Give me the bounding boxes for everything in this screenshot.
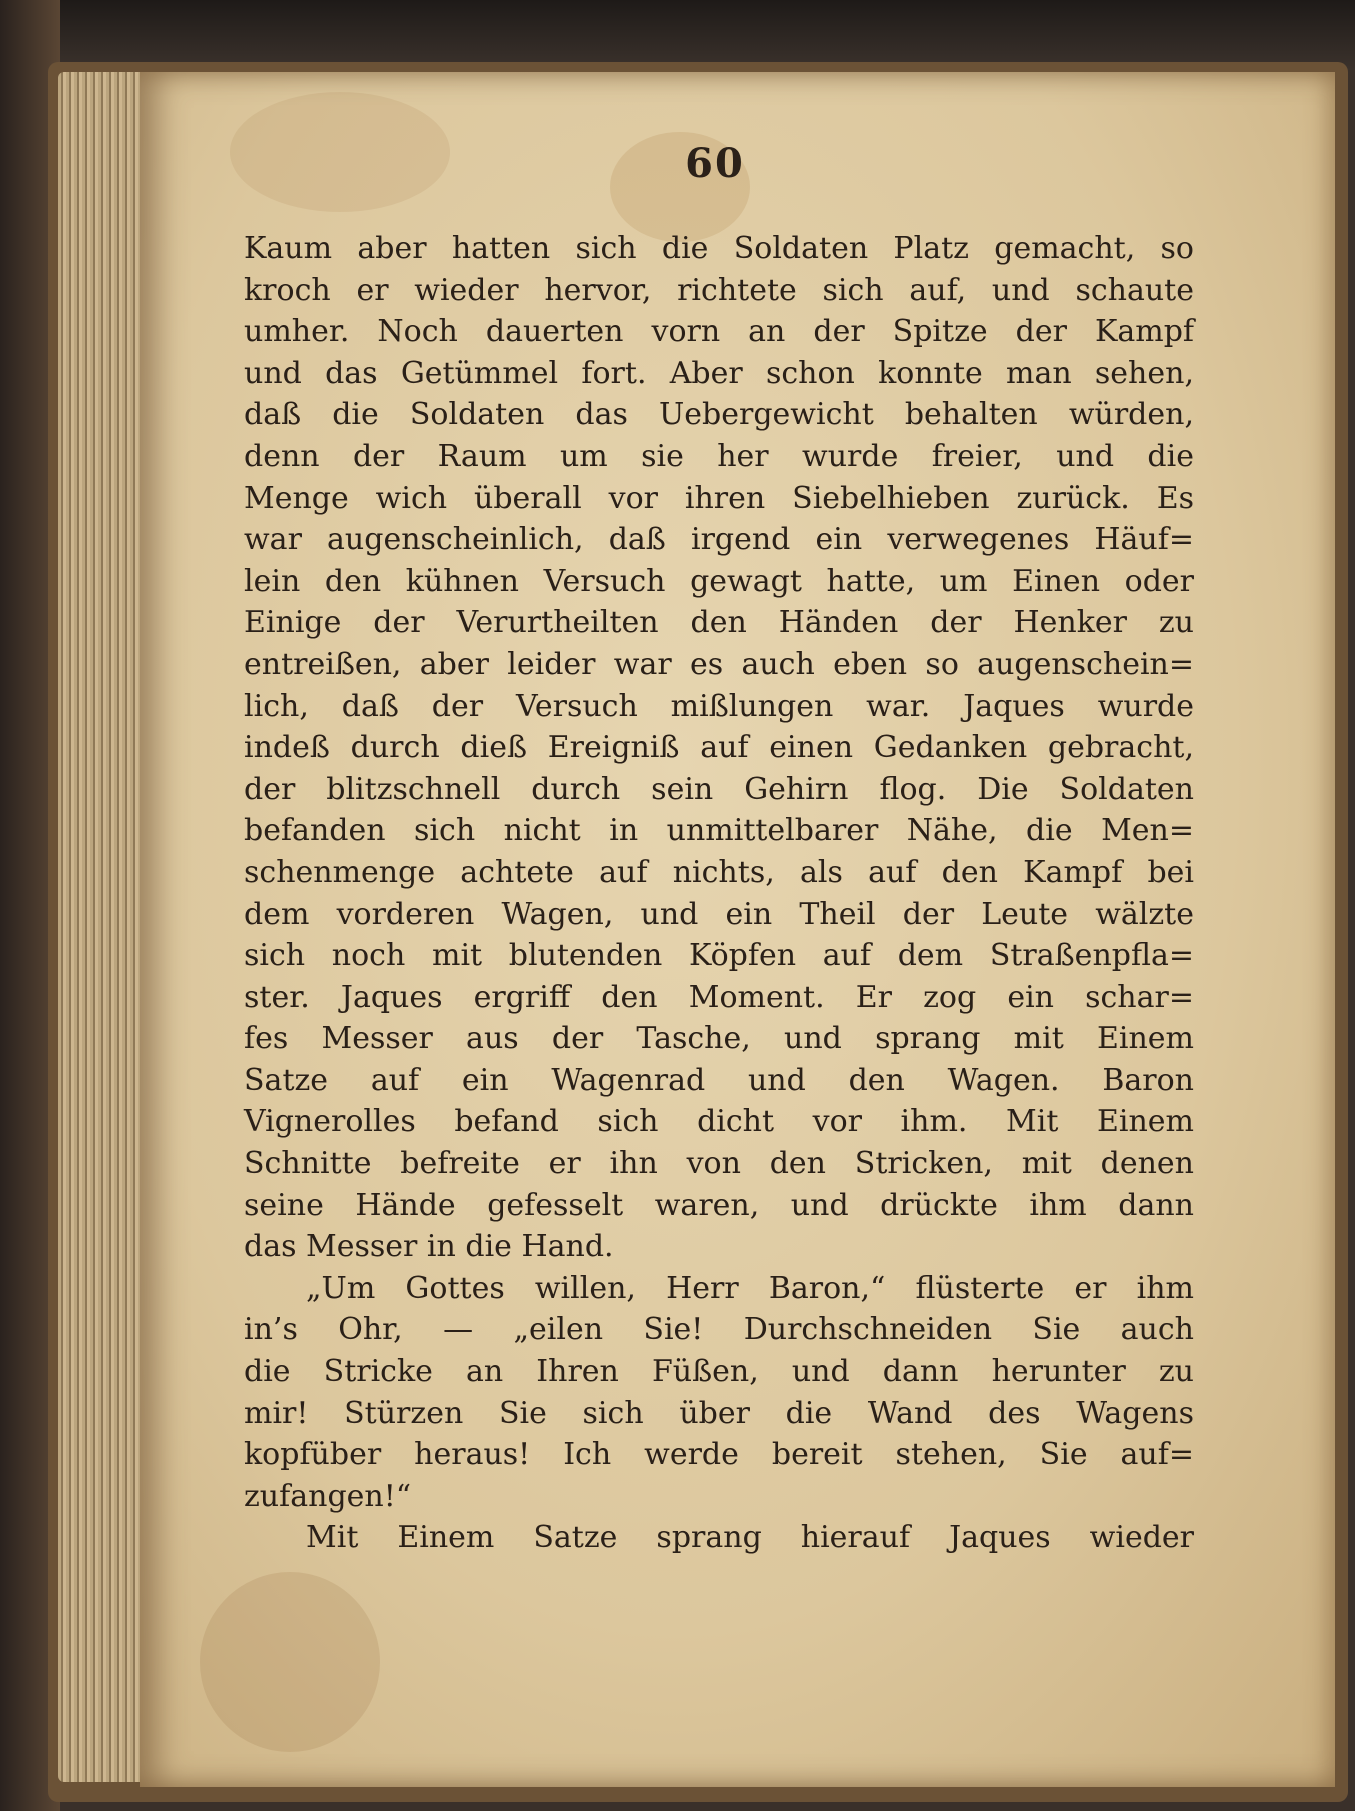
text-line: entreißen, aber leider war es auch eben so augenschein= [244,646,1194,682]
text-line: kopfüber heraus! Ich werde bereit stehen, Sie auf= [244,1437,1194,1473]
text-line: umher. Noch dauerten vorn an der Spitze der Kampf [244,314,1194,350]
text-line: lich, daß der Versuch mißlungen war. Jaques wurde [244,688,1194,724]
text-line: ster. Jaques ergriff den Moment. Er zog ein schar= [244,979,1194,1015]
book-cover-top [0,0,1355,70]
text-line: der blitzschnell durch sein Gehirn flog. Die Soldaten [244,771,1194,807]
text-line: war augenscheinlich, daß irgend ein verwegenes Häuf= [244,522,1194,558]
text-line: Mit Einem Satze sprang hierauf Jaques wieder [306,1520,1194,1556]
page-body-text [244,228,1194,1559]
text-line: lein den kühnen Versuch gewagt hatte, um Einen oder [244,563,1194,599]
text-line: Satze auf ein Wagenrad und den Wagen. Baron [244,1062,1194,1098]
text-line: in’s Ohr, — „eilen Sie! Durchschneiden Sie auch [244,1312,1194,1348]
text-line: fes Messer aus der Tasche, und sprang mit Einem [244,1021,1194,1057]
text-line: das Messer in die Hand. [244,1229,614,1265]
page-number: 60 [685,140,745,187]
text-line: seine Hände gefesselt waren, und drückte ihm dann [244,1187,1194,1223]
text-line: denn der Raum um sie her wurde freier, und die [244,438,1194,474]
text-line: Schnitte befreite er ihn von den Stricken, mit denen [244,1146,1194,1182]
text-line: daß die Soldaten das Uebergewicht behalten würden, [244,397,1194,433]
text-line: kroch er wieder hervor, richtete sich auf, und schaute [244,272,1194,308]
foxing-spot [200,1572,380,1752]
text-line: mir! Stürzen Sie sich über die Wand des Wagens [244,1395,1194,1431]
text-line: sich noch mit blutenden Köpfen auf dem Straßenpfla= [244,938,1194,974]
text-line: die Stricke an Ihren Füßen, und dann herunter zu [244,1354,1194,1390]
text-line: Einige der Verurtheilten den Händen der Henker zu [244,605,1194,641]
page-edges [58,72,148,1782]
text-line: und das Getümmel fort. Aber schon konnte man sehen, [244,355,1194,391]
text-line: dem vorderen Wagen, und ein Theil der Leute wälzte [244,896,1194,932]
text-line: befanden sich nicht in unmittelbarer Nähe, die Men= [244,813,1194,849]
text-line: Menge wich überall vor ihren Siebelhieben zurück. Es [244,480,1194,516]
text-line: zufangen!“ [244,1478,412,1514]
text-line: indeß durch dieß Ereigniß auf einen Gedanken gebracht, [244,730,1194,766]
text-line: schenmenge achtete auf nichts, als auf den Kampf bei [244,854,1194,890]
text-line: Vignerolles befand sich dicht vor ihm. Mit Einem [244,1104,1194,1140]
text-line: Kaum aber hatten sich die Soldaten Platz gemacht, so [244,231,1194,266]
text-line: „Um Gottes willen, Herr Baron,“ flüsterte er ihm [306,1270,1194,1306]
